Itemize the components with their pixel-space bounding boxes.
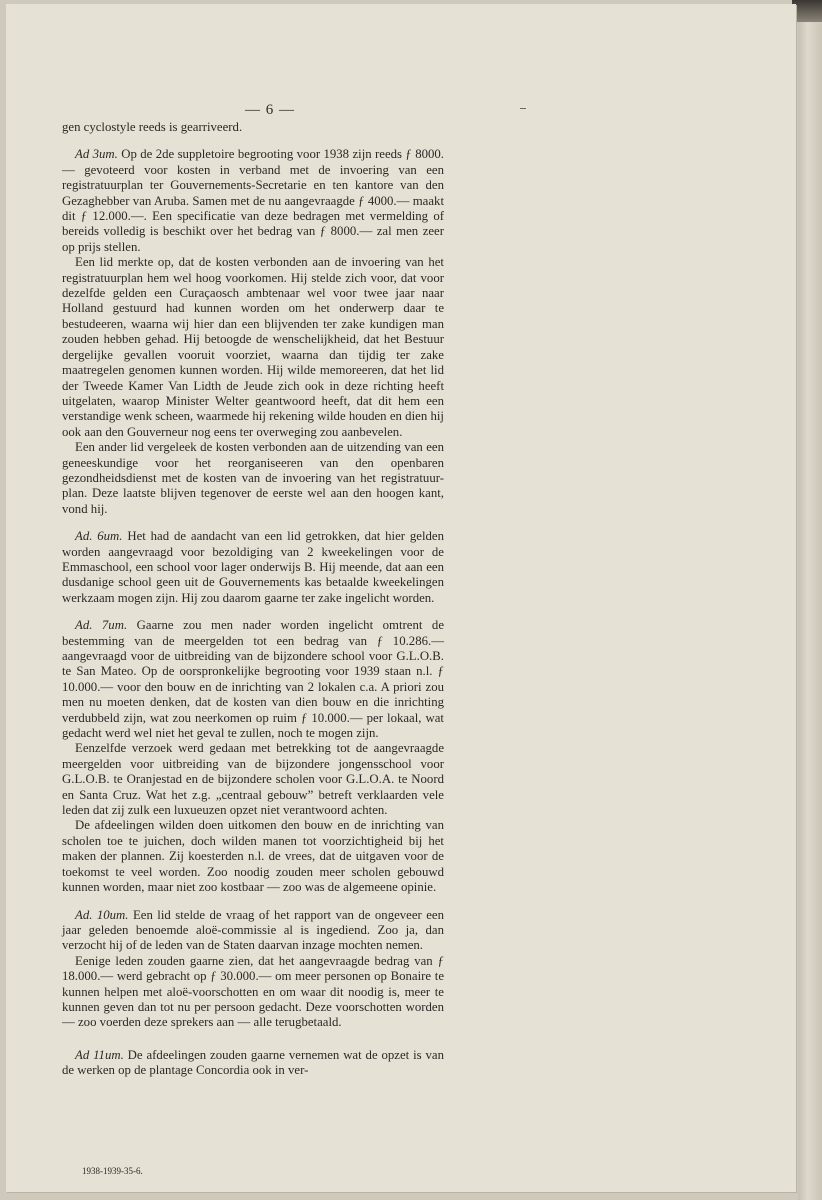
paragraph-ad-7um (62, 618, 444, 741)
paragraph-text: Gaarne zou men nader worden ingelicht omtrent de bestemming van de meergelden tot een bedrag van ƒ 10.286.— aangevraagd voor de uitbreiding van de bijzondere school voor G.L.O.B. te San Mateo. Op de oorspronkelijke begrooting voor 1939 staan n.l. ƒ 10.000.— voor den bouw en de inrichting van 2 lokalen c.a. A priori zou men nu moeten denken, dat de kosten van dien bouw en die inrichting verdubbeld zijn, wat zou neerkomen op ruim ƒ 10.000.— per lokaal, wat gedacht werd wel niet het geval te zullen, noch te mogen zijn. (62, 618, 445, 741)
paragraph-text: Een lid merkte op, dat de kosten verbonden aan de invoering van het registratuurplan hem wel hoog voorkomen. Hij stelde zich voor, dat voor dezelfde gelden een Curaçaosch ambtenaar wel voor twee jaar naar Holland gestuurd had kunnen worden om het onderwerp daar te bestudeeren, waarna wij hier dan een blijvenden ter zake kundigen man zouden hebben gehad. Hij betoogde de wenschelijkheid, dat het Bestuur dergelijke gevallen vooruit voorziet, waarna dan tijdig ter zake maatregelen genomen kunnen worden. Hij wilde memoreeren, dat het lid der Tweede Kamer Van Lidth de Jeude zich ook in deze richting heeft uitgelaten, waarop Minister Welter geantwoord heeft, dat dit hem een verstandige wenk scheen, waarmede hij rekening wilde houden en dien hij ook aan den Gouverneur nog eens ter overweging zou aanbevelen. (62, 255, 444, 439)
paragraph-text: gen cyclostyle reeds is gearriveerd. (62, 120, 243, 134)
binding-strip (792, 0, 822, 22)
paragraph-text: Eenzelfde verzoek werd gedaan met betrekking tot de aangevraagde meergelden voor uitbreiding van de bijzondere jongensschool voor G.L.O.B. te Oranjestad en de bijzondere scholen voor G.L.O.A. te Noord en Santa Cruz. Wat het z.g. „centraal gebouw” betreft verklaarden vele leden dat zij zulk een luxueuzen opzet niet verantwoord achten. (62, 741, 444, 818)
section-lead: Ad 11um. (75, 1047, 124, 1062)
paragraph-text: Een lid stelde de vraag of het rapport van de ongeveer een jaar geleden benoemde aloë-commissie al is ingediend. Zoo ja, dan verzocht hij of de leden van de Staten daarvan inzage mochten nemen. (62, 907, 444, 953)
paragraph-ad-3um (62, 147, 444, 255)
section-lead: Ad. 6um. (75, 529, 123, 544)
section-lead: Ad. 7um. (75, 618, 128, 633)
paragraph-text: Op de 2de suppletoire begrooting voor 1938 zijn reeds ƒ 8000.— gevoteerd voor kosten in verband met de invoering van een registratuurplan ter Gouvernements-Secretarie en ten kantore van den Gezaghebber van Aruba. Samen met de nu aangevraagde ƒ 4000.— maakt dit ƒ 12.000.—. Een specificatie van deze bedragen met vermelding of bereids volledig is beschikt over het bedrag van ƒ 8000.— zal men zeer op prijs stellen. (62, 147, 444, 254)
paragraph-text: Het had de aandacht van een lid getrokken, dat hier gelden worden aangevraagd voor bezoldiging van 2 kweekelingen voor de Emmaschool, een school voor lager onderwijs B. Hij meende, dat aan een dusdanige school geen uit de Gouvernements kas betaalde kweekelingen werkzaam mogen zijn. Hij zou daarom gaarne ter zake ingelicht worden. (62, 529, 444, 605)
section-lead: Ad 3um. (75, 147, 118, 162)
margin-mark (520, 108, 526, 109)
paragraph-text: Een ander lid vergeleek de kosten verbonden aan de uitzending van een geneeskundige voor het reorganiseeren van den openbaren gezondheidsdienst met de kosten van de invoering van het registratuur-plan. Deze laatste blijven tegenover de eerste wel aan den hoogen kant, vond hij. (62, 440, 444, 516)
page-number: — 6 — (245, 102, 295, 118)
section-lead: Ad. 10um. (75, 907, 129, 922)
paragraph (62, 741, 444, 818)
paragraph-text: De afdeelingen zouden gaarne vernemen wat de opzet is van de werken op de plantage Concordia ook in ver- (62, 1047, 444, 1078)
adjacent-page-edge (798, 6, 822, 1200)
paragraph-text: De afdeelingen wilden doen uitkomen den bouw en de inrichting van scholen toe te juichen, doch wilden manen tot voorzichtigheid bij het maken der plannen. Zij koesterden n.l. de vrees, dat de uitgaven voor de toekomst te veel worden. Zoo noodig zouden meer scholen gebouwd kunnen worden, maar niet zoo kostbaar — zoo was de algemeene opinie. (62, 818, 444, 895)
paragraph-ad-11um (62, 1048, 444, 1079)
document-reference-code: 1938-1939-35-6. (82, 1166, 143, 1176)
paragraph-continuation (62, 120, 444, 135)
paragraph-ad-6um (62, 529, 444, 606)
paragraph (62, 255, 444, 440)
body-text (62, 120, 444, 1079)
paragraph-ad-10um (62, 908, 444, 954)
paragraph (62, 440, 444, 517)
paragraph (62, 818, 444, 895)
paragraph (62, 954, 444, 1031)
paragraph-text: Eenige leden zouden gaarne zien, dat het aangevraagde bedrag van ƒ 18.000.— werd gebracht op ƒ 30.000.— om meer personen op Bonaire te kunnen helpen met aloë-voorschotten en om waar dit noodig is, meer te kunnen geven dan tot nu per persoon gedacht. Deze voorschotten worden — zoo voerden deze sprekers aan — alle terugbetaald. (62, 953, 444, 1030)
